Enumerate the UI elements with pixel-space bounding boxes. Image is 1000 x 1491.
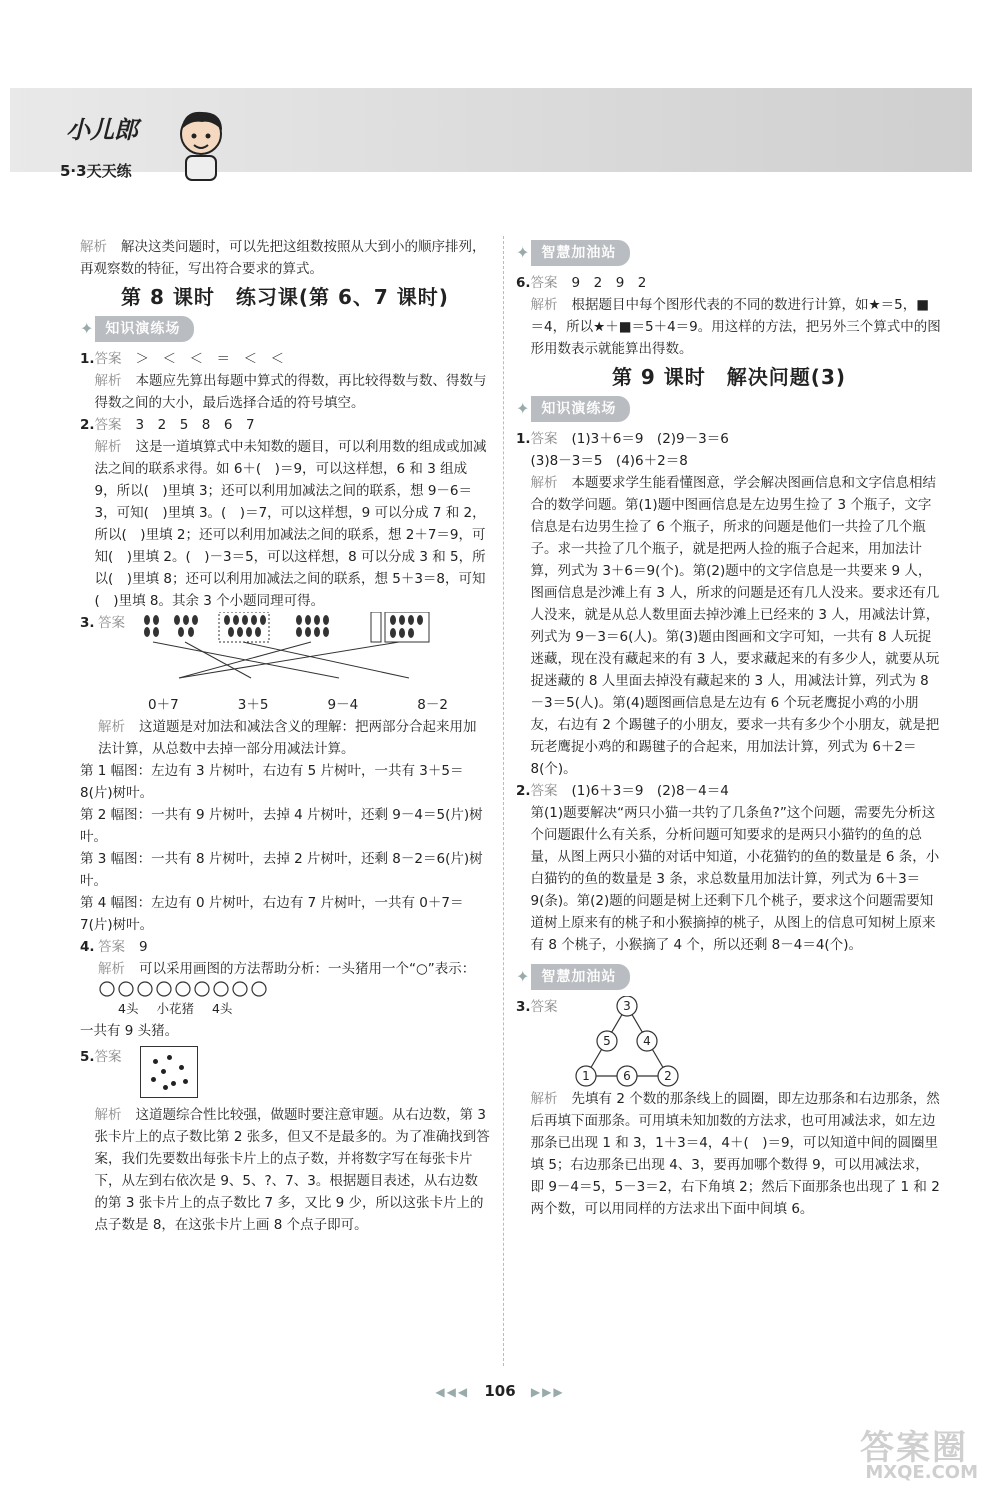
- star-icon: ✦: [516, 967, 530, 986]
- right-column: [516, 236, 942, 1220]
- page-footer: [0, 1382, 1000, 1400]
- q3-line-4: 第 4 幅图：左边有 0 片树叶，右边有 7 片树叶，一共有 0＋7＝7(片)树叶。: [80, 895, 464, 933]
- equation-label: 0＋7: [148, 697, 179, 713]
- circle-value: 6: [622, 1069, 631, 1083]
- brand-logo: 小儿郎: [66, 115, 138, 144]
- next-arrows-icon: ▶▶▶: [530, 1385, 565, 1399]
- intro-explanation: 解析 解决这类问题时，可以先把这组数按照从大到小的顺序排列，再观察数的特征，写出符合要求的算式。: [80, 239, 486, 277]
- fig-label: 4头: [118, 1001, 139, 1016]
- left-column: [80, 236, 490, 1236]
- page-header-banner: [10, 88, 972, 172]
- star-icon: ✦: [516, 243, 530, 262]
- page-number: 106: [484, 1382, 516, 1400]
- question-r3: 3. 答案 3 5 4 1 6 2 解析 先填有 2 个数的那条线上的圆圈，即左边那条和右边那条，然后再填下面那条。可用填未知加数的方法求，也可用减法求，如左边那条已出现 1 和 3，1＋3＝4，4＋( )＝9，可以知道中间的圆圈里填 5；右边那条已出现 4、3，要再加哪个数得 9，可以用减法求，即 9－4＝5，5－3＝2，右下角填 2；然后下面那条也出现了 1 和 2 两个数，可以用同样的方法求出下面中间填 6。: [516, 996, 942, 1220]
- question-2: 2. 答案 3 2 5 8 6 7 解析 这是一道填算式中未知数的题目，可以利用数的组成或加减法之间的联系求得。如 6＋( )＝9，可以这样想，6 和 3 组成 9，所以( )里填 3；还可以利用加减法之间的联系，想 9－6＝3，可知( )里填 3。( )＝7，可以这样想，9 可以分成 7 和 2，所以( )里填 2；还可以利用加减法之间的联系，想 2＋7＝9，可知( )里填 2。( )－3＝5，可以这样想，8 可以分成 3 和 5，所以( )里填 8；还可以利用加减法之间的联系，想 5＋3＝8，可知( )里填 8。其余 3 个小题同理可得。: [80, 417, 487, 609]
- section-knowledge-practice: ✦ 知识演练场: [516, 396, 630, 422]
- lesson-9-title: 第 9 课时 解决问题(3): [611, 365, 847, 389]
- watermark-site: MXQE.COM: [865, 1462, 978, 1483]
- circle-value: 1: [581, 1069, 590, 1083]
- mascot-icon: [172, 108, 230, 182]
- question-6: 6. 答案 9 2 9 2 解析 根据题目中每个图形代表的不同的数进行计算，如★＝5，■＝4，所以★＋■＝5＋4＝9。用这样的方法，把另外三个算式中的图形用数表示就能算出得数。: [516, 275, 941, 357]
- question-3: 3. 答案 0＋7 3＋5 9－4 8－2 解析 这道题是对加法和减法含义的理解：把两部分合起来用加法计算，从总数中去掉一部分用减法计算。: [80, 612, 490, 760]
- q3-line-2: 第 2 幅图：一共有 9 片树叶，去掉 4 片树叶，还剩 9－4＝5(片)树叶。: [80, 807, 483, 845]
- dot-card-icon: [140, 1046, 198, 1098]
- section-knowledge-practice: ✦ 知识演练场: [80, 316, 194, 342]
- section-wisdom-station: ✦ 智慧加油站: [516, 964, 630, 990]
- circle-value: 4: [642, 1034, 651, 1048]
- q4-conclusion: 一共有 9 头猪。: [80, 1023, 179, 1039]
- fig-label: 小花猪: [156, 1001, 194, 1016]
- star-icon: ✦: [80, 319, 94, 338]
- equation-label: 8－2: [417, 697, 448, 713]
- prev-arrows-icon: ◀◀◀: [435, 1385, 470, 1399]
- question-r2: 2. 答案 (1)6＋3＝9 (2)8－4＝4 第(1)题要解决“两只小猫一共钓了几条鱼?”这个问题，需要先分析这个问题跟什么有关系，分析问题可知要求的是两只小猫钓的鱼的总量，从图上两只小猫的对话中知道，小花猫钓的鱼的数量是 6 条，小白猫钓的鱼的数量是 3 条，求总数量用加法计算，列式为 6＋3＝9(条)。第(2)题的问题是树上还剩下几个桃子，要求这个问题需要知道树上原来有的桃子和小猴摘掉的桃子，从图上的信息可知树上原来有 8 个桃子，小猴摘了 4 个，所以还剩 8－4＝4(个)。: [516, 783, 940, 953]
- q3-line-3: 第 3 幅图：一共有 8 片树叶，去掉 2 片树叶，还剩 8－2＝6(片)树叶。: [80, 851, 483, 889]
- leaf-matching-figure: [139, 612, 469, 694]
- star-icon: ✦: [516, 399, 530, 418]
- column-divider: [503, 236, 504, 1366]
- watermark: 答案圈: [860, 1428, 968, 1468]
- circle-value: 5: [602, 1034, 611, 1048]
- triangle-circle-figure: [572, 996, 682, 1088]
- circle-value: 3: [622, 999, 631, 1013]
- question-5: 5. 答案 解析 这道题综合性比较强，做题时要注意审题。从右边数，第 3 张卡片上的点子数比第 2 张多，但又不是最多的。为了准确找到答案，我们先要数出每张卡片上的点子数，并将数字写在每张卡片下，从左到右依次是 9、5、?、7、3。根据题目表述，从右边数的第 3 张卡片上的点子数比 7 多，又比 9 少，所以这张卡片上的点子数是 8，在这张卡片上画 8 个点子即可。: [80, 1046, 490, 1236]
- pig-circles-figure: [98, 980, 475, 998]
- equation-label: 3＋5: [237, 697, 269, 713]
- circle-row-icon: [98, 980, 278, 998]
- question-1: 1. 答案 ＞ ＜ ＜ ＝ ＜ ＜ 解析 本题应先算出每题中算式的得数，再比较得数与数、得数与得数之间的大小，最后选择合适的符号填空。: [80, 351, 487, 411]
- section-wisdom-station: ✦ 智慧加油站: [516, 240, 630, 266]
- question-4: 4. 答案 9 解析 可以采用画图的方法帮助分析：一头猪用一个“○”表示： 4头 小花猪 4头: [80, 936, 490, 1020]
- lesson-8-title: 第 8 课时 练习课(第 6、7 课时): [121, 285, 449, 309]
- brand-subtitle: 5·3天天练: [60, 162, 132, 180]
- q3-line-1: 第 1 幅图：左边有 3 片树叶，右边有 5 片树叶，一共有 3＋5＝8(片)树叶。: [80, 763, 464, 801]
- equation-label: 9－4: [327, 697, 359, 713]
- question-r1: 1. 答案 (1)3＋6＝9 (2)9－3＝6 (3)8－3＝5 (4)6＋2＝8 解析 本题要求学生能看懂图意，学会解决图画信息和文字信息相结合的数学问题。第(1)题中图画信息是左边男生捡了 3 个瓶子，文字信息是右边男生捡了 6 个瓶子，所求的问题是他们一共捡了几个瓶子。求一共捡了几个瓶子，就是把两人捡的瓶子合起来，用加法计算，列式为 3＋6＝9(个)。第(2)题中的文字信息是一共要来 9 人，图画信息是沙滩上有 3 人，所求的问题是还有几人没来。要求还有几人没来，就是从总人数里面去掉沙滩上已经来的 3 人，用减法计算，列式为 9－3＝6(人)。第(3)题由图画和文字可知，一共有 8 人玩捉迷藏，现在没有藏起来的有 3 人，要求藏起来的有多少人，就要从玩捉迷藏的 8 人里面去掉没有藏起来的 3 人，用减法计算，列式为 8－3＝5(人)。第(4)题图画信息是左边有 6 个玩老鹰捉小鸡的小朋友，右边有 2 个踢毽子的小朋友，要求一共有多少个小朋友，就是把玩老鹰捉小鸡的和踢毽子的合起来，用加法计算，列式为 6＋2＝8(个)。: [516, 431, 940, 777]
- fig-label: 4头: [211, 1001, 233, 1016]
- circle-value: 2: [663, 1069, 672, 1083]
